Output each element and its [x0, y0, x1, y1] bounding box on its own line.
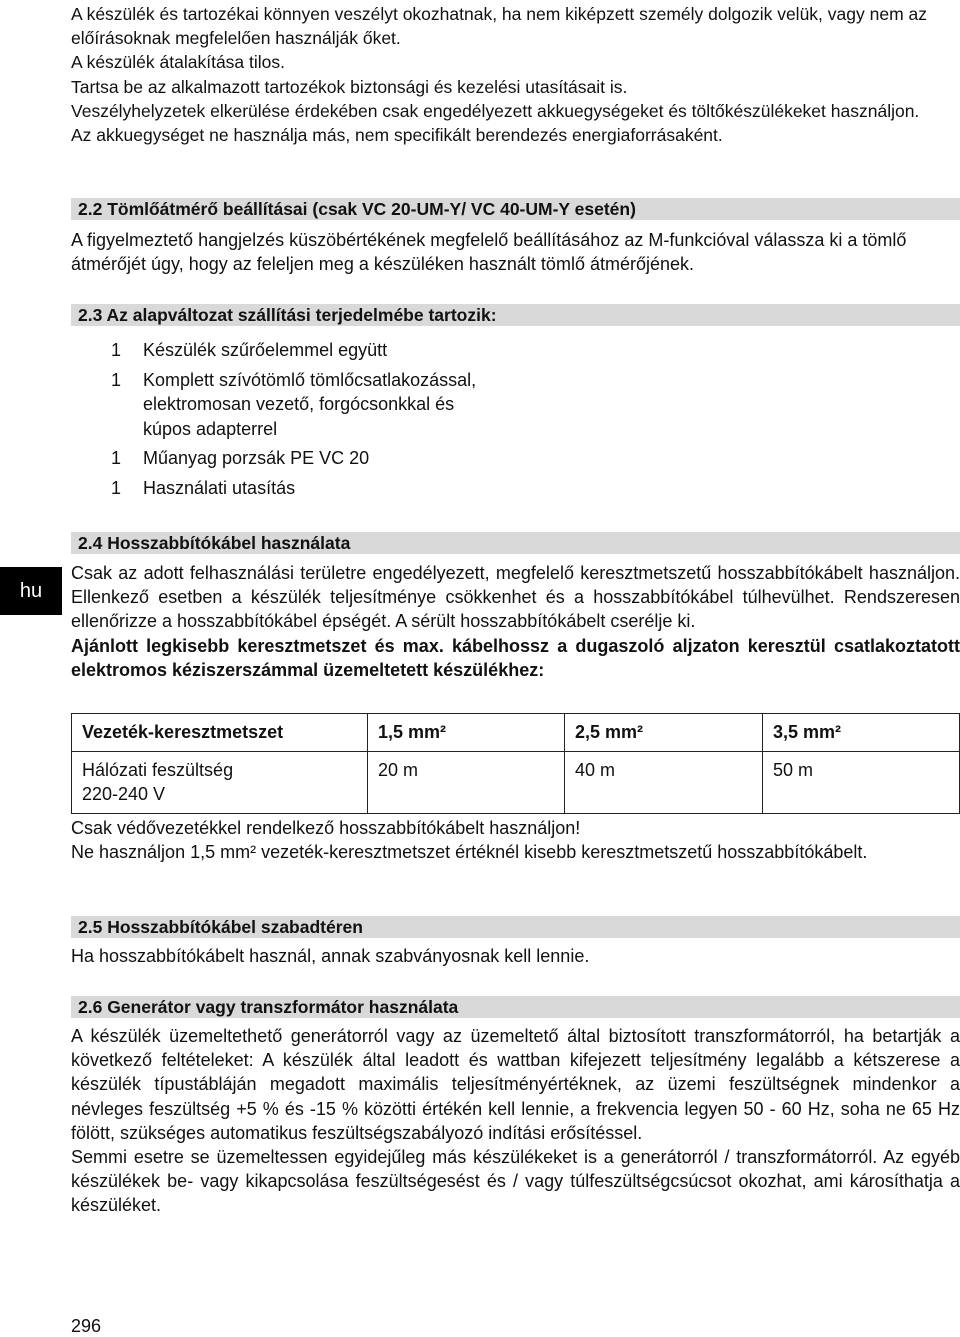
cable-table: [71, 713, 960, 814]
intro-line: A készülék és tartozékai könnyen veszélyt okozhatnak, ha nem kiképzett személy dolgozik velük, vagy nem az előírásoknak megfelelően használják őket.: [71, 4, 927, 49]
table-header: Vezeték-keresztmetszet: [72, 714, 368, 752]
table-cell: 40 m: [565, 751, 763, 813]
language-tab: hu: [0, 567, 62, 615]
paragraph: Csak az adott felhasználási területre engedélyezett, megfelelő keresztmetszetű hosszabbítókábelt használjon. Ellenkező esetben a készülék teljesítménye csökkenhet és a hosszabbítókábel túlhevülhet. Rendszeresen ellenőrizze a hosszabbítókábel épségét. A sérült hosszabbítókábelt cserélje ki.: [71, 563, 960, 632]
item-text: Komplett szívótömlő tömlőcsatlakozással, elektromosan vezető, forgócsonkkal és kúpos adapterrel: [143, 369, 477, 439]
item-quantity: 1: [111, 448, 122, 468]
table-header: 3,5 mm²: [763, 714, 960, 752]
intro-block: [71, 2, 960, 147]
item-text: Műanyag porzsák PE VC 20: [143, 448, 370, 468]
row-label-line: 220-240 V: [82, 784, 166, 804]
section-2-4-text: [71, 561, 960, 682]
list-item: [111, 476, 491, 501]
paragraph: A készülék üzemeltethető generátorról vagy az üzemeltető által biztosított transzformátorról, ha betartják a következő feltételeket: A készülék által leadott és wattban kifejezett teljesítmény legalább a kétszerese a készülék típustábláján megadott maximális teljesítményértéknek, az üzemi feszültségnek mindenkor a névleges feszültség +5 % és -15 % közötti értékén kell lennie, a frekvencia legyen 50 - 60 Hz, soha ne 65 Hz fölött, szükséges automatikus feszültségszabályozó indítási erősítéssel.: [71, 1026, 960, 1143]
paragraph: A figyelmeztető hangjelzés küszöbértékének megfelelő beállításához az M-funkcióval válassza ki a tömlő átmérőjét úgy, hogy az feleljen meg a készüléken használt tömlő átmérőjének.: [71, 230, 907, 275]
section-2-6-text: [71, 1024, 960, 1218]
table-cell: 50 m: [763, 751, 960, 813]
item-quantity: 1: [111, 477, 122, 498]
intro-line: Veszélyhelyzetek elkerülése érdekében csak engedélyezett akkuegységeket és töltőkészülékeket használjon.: [71, 100, 920, 121]
paragraph: Ne használjon 1,5 mm² vezeték-keresztmetszet értéknél kisebb keresztmetszetű hosszabbítókábelt.: [71, 842, 868, 863]
item-quantity: 1: [111, 340, 122, 360]
intro-line: Az akkuegységet ne használja más, nem specifikált berendezés energiaforrásaként.: [71, 125, 723, 146]
table-notes: [71, 816, 960, 864]
section-2-2-text: [71, 228, 960, 276]
list-item: [111, 338, 491, 363]
item-text: Használati utasítás: [143, 477, 296, 498]
intro-line: Tartsa be az alkalmazott tartozékok biztonsági és kezelési utasításait is.: [71, 76, 628, 97]
item-quantity: 1: [111, 369, 122, 390]
section-heading-2-5: 2.5 Hosszabbítókábel szabadtéren: [71, 916, 960, 938]
section-heading-2-2: 2.2 Tömlőátmérő beállításai (csak VC 20-UM-Y/ VC 40-UM-Y esetén): [71, 198, 960, 220]
section-2-5-text: [71, 944, 960, 968]
table-cell: 20 m: [368, 751, 565, 813]
paragraph: Csak védővezetékkel rendelkező hosszabbítókábelt használjon!: [71, 818, 581, 838]
paragraph: Semmi esetre se üzemeltessen egyidejűleg más készülékeket is a generátorról / transzformátorról. Az egyéb készülékek be- vagy kikapcsolása feszültségesést és / vagy túlfeszültségcsúcsot okozhat, ami károsíthatja a készüléket.: [71, 1147, 960, 1216]
bold-paragraph: Ajánlott legkisebb keresztmetszet és max. kábelhossz a dugaszoló aljzaton keresztül csatlakoztatott elektromos kéziszerszámmal üzemeltetett készülékhez:: [71, 635, 960, 680]
section-heading-2-3: 2.3 Az alapváltozat szállítási terjedelmébe tartozik:: [71, 304, 960, 326]
item-text: Készülék szűrőelemmel együtt: [143, 340, 388, 360]
paragraph: Ha hosszabbítókábelt használ, annak szabványosnak kell lennie.: [71, 946, 590, 966]
list-item: [111, 446, 491, 471]
row-label-line: Hálózati feszültség: [82, 759, 234, 780]
intro-line: A készülék átalakítása tilos.: [71, 52, 285, 73]
table-header: 1,5 mm²: [368, 714, 565, 752]
section-heading-2-6: 2.6 Generátor vagy transzformátor használata: [71, 996, 960, 1018]
table-header: 2,5 mm²: [565, 714, 763, 752]
section-heading-2-4: 2.4 Hosszabbítókábel használata: [71, 532, 960, 554]
table-header-row: [72, 714, 960, 752]
list-item: [111, 368, 491, 442]
table-cell: [72, 751, 368, 813]
delivery-list: [111, 338, 491, 505]
page-number: 296: [71, 1316, 102, 1336]
table-row: [72, 751, 960, 813]
